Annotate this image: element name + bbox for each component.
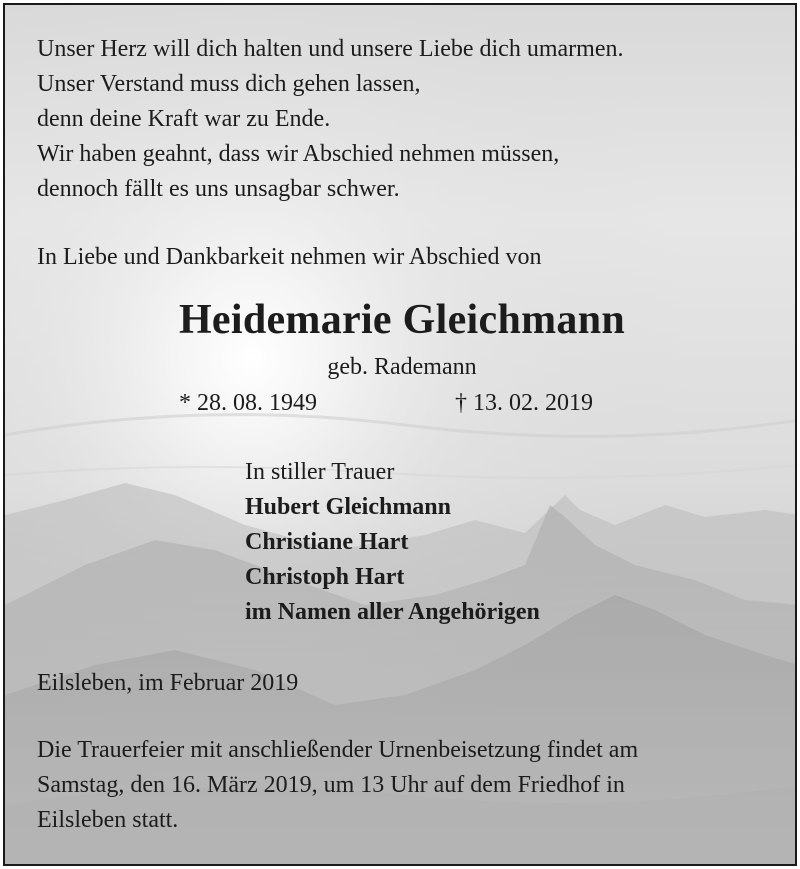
obituary-content xyxy=(5,5,797,866)
poem xyxy=(37,32,623,207)
birth-date: * 28. 08. 1949 xyxy=(179,390,317,416)
death-date: † 13. 02. 2019 xyxy=(455,390,593,416)
mourner-name: im Namen aller Angehörigen xyxy=(245,599,540,625)
ceremony-line: Die Trauerfeier mit anschließender Urnenbeisetzung findet am xyxy=(37,737,639,763)
poem-line: denn deine Kraft war zu Ende. xyxy=(37,106,331,132)
ceremony-line: Samstag, den 16. März 2019, um 13 Uhr auf dem Friedhof in xyxy=(37,772,625,798)
mourners-heading: In stiller Trauer xyxy=(245,459,395,485)
poem-line: Unser Herz will dich halten und unsere Liebe dich umarmen. xyxy=(37,36,624,62)
place-date: Eilsleben, im Februar 2019 xyxy=(37,670,299,696)
maiden-name: geb. Rademann xyxy=(327,354,477,380)
ceremony-notice xyxy=(37,733,638,838)
poem-line: dennoch fällt es uns unsagbar schwer. xyxy=(37,176,400,202)
mourner-name: Christoph Hart xyxy=(245,564,405,590)
deceased-name: Heidemarie Gleichmann xyxy=(178,297,626,343)
mourners-block xyxy=(245,455,540,630)
poem-line: Wir haben geahnt, dass wir Abschied nehmen müssen, xyxy=(37,141,560,167)
ceremony-line: Eilsleben statt. xyxy=(37,807,179,833)
mourner-name: Hubert Gleichmann xyxy=(245,494,452,520)
mourner-name: Christiane Hart xyxy=(245,529,409,555)
farewell-intro: In Liebe und Dankbarkeit nehmen wir Abschied von xyxy=(37,244,542,270)
poem-line: Unser Verstand muss dich gehen lassen, xyxy=(37,71,421,97)
obituary-card xyxy=(3,3,797,866)
